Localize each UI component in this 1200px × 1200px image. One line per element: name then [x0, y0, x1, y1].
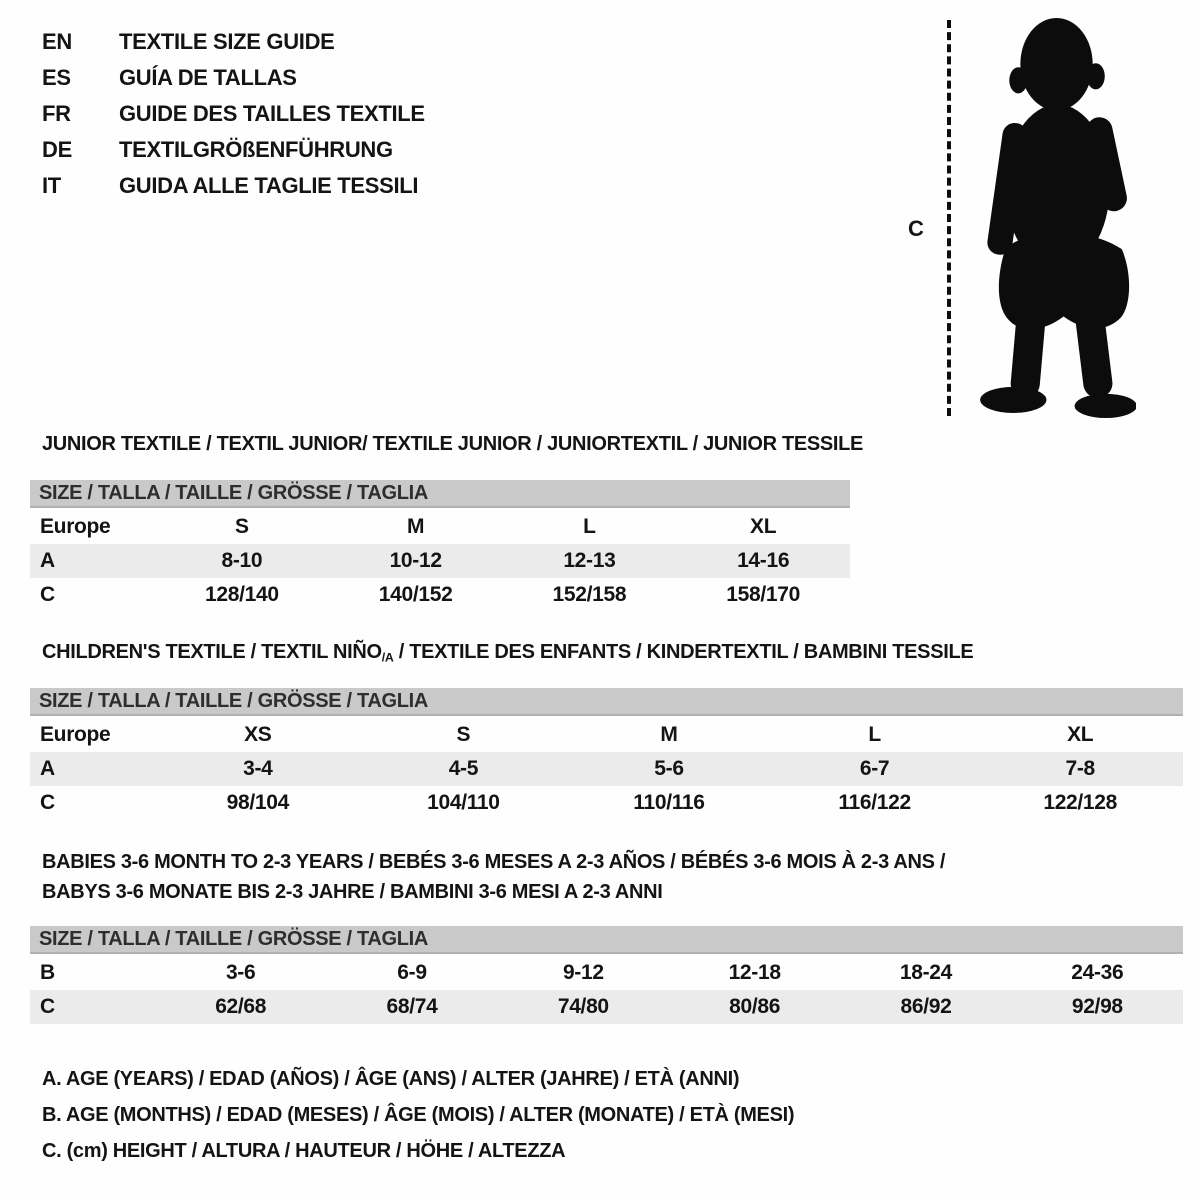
- table-cell: 3-6: [225, 961, 256, 984]
- table-cell: 6-7: [859, 757, 890, 780]
- table-row: [30, 578, 850, 612]
- lang-row-en: [42, 24, 425, 60]
- table-row: [30, 990, 1183, 1024]
- table-row: [30, 786, 1183, 820]
- row-label: C: [40, 791, 55, 814]
- table-cell: 24-36: [1071, 961, 1124, 984]
- guide-title: GUÍA DE TALLAS: [119, 65, 297, 90]
- table-cell: 98/104: [226, 791, 289, 814]
- height-measure-dashed-line: [947, 20, 951, 416]
- lang-code: ES: [42, 65, 71, 90]
- table-cell: 9-12: [562, 961, 604, 984]
- size-header-bar: SIZE / TALLA / TAILLE / GRÖSSE / TAGLIA: [30, 480, 850, 508]
- table-cell: 80/86: [729, 995, 781, 1018]
- language-title-block: [42, 24, 425, 204]
- table-cell: 3-4: [243, 757, 273, 780]
- table-cell: XL: [1067, 723, 1094, 746]
- table-cell: 68/74: [386, 995, 438, 1018]
- lang-code: EN: [42, 29, 72, 54]
- table-cell: 4-5: [448, 757, 479, 780]
- legend-block: [42, 1061, 794, 1169]
- height-measure-label: C: [908, 216, 924, 241]
- guide-title: GUIDA ALLE TAGLIE TESSILI: [119, 173, 419, 198]
- children-section-heading: [42, 641, 973, 664]
- table-cell: 12-18: [728, 961, 781, 984]
- legend-line-age-years: A. AGE (YEARS) / EDAD (AÑOS) / ÂGE (ANS) / ALTER (JAHRE) / ETÀ (ANNI): [42, 1068, 740, 1090]
- children-heading-subscript: /A: [381, 650, 394, 665]
- table-cell: 86/92: [900, 995, 952, 1018]
- lang-code: FR: [42, 101, 71, 126]
- toddler-silhouette-icon: [968, 16, 1136, 418]
- lang-row-fr: [42, 96, 425, 132]
- babies-size-table: [30, 926, 1183, 1024]
- table-cell: L: [868, 723, 881, 746]
- table-cell: XS: [244, 723, 272, 746]
- junior-table: [30, 510, 850, 612]
- table-row: [30, 510, 850, 544]
- babies-heading-line1: BABIES 3-6 MONTH TO 2-3 YEARS / BEBÉS 3-6 MESES A 2-3 AÑOS / BÉBÉS 3-6 MOIS À 2-3 ANS /: [42, 851, 946, 873]
- table-cell: 152/158: [552, 583, 627, 606]
- size-header-bar: SIZE / TALLA / TAILLE / GRÖSSE / TAGLIA: [30, 926, 1183, 954]
- table-cell: 158/170: [726, 583, 800, 606]
- table-row: [30, 718, 1183, 752]
- table-cell: 7-8: [1065, 757, 1095, 780]
- lang-code: IT: [42, 173, 61, 198]
- lang-row-it: [42, 168, 425, 204]
- lang-row-es: [42, 60, 425, 96]
- table-cell: M: [407, 515, 425, 538]
- row-label: A: [40, 757, 55, 780]
- table-cell: 5-6: [654, 757, 684, 780]
- guide-title: TEXTILGRÖßENFÜHRUNG: [119, 137, 393, 162]
- table-cell: 128/140: [205, 583, 279, 606]
- table-cell: 92/98: [1071, 995, 1123, 1018]
- children-heading-text: / TEXTILE DES ENFANTS / KINDERTEXTIL / BAMBINI TESSILE: [393, 641, 974, 663]
- children-table: [30, 718, 1183, 820]
- babies-section-heading: [42, 847, 1022, 907]
- children-heading-text: CHILDREN'S TEXTILE / TEXTIL NIÑO: [42, 641, 382, 663]
- table-cell: 140/152: [378, 583, 453, 606]
- table-row: [30, 956, 1183, 990]
- junior-size-table: [30, 480, 850, 612]
- children-size-table: [30, 688, 1183, 820]
- row-label: Europe: [40, 723, 111, 746]
- table-cell: 14-16: [737, 549, 790, 572]
- table-cell: 110/116: [633, 791, 705, 814]
- table-cell: 116/122: [838, 791, 911, 814]
- guide-title: TEXTILE SIZE GUIDE: [119, 29, 335, 54]
- table-cell: 122/128: [1043, 791, 1118, 814]
- row-label: Europe: [40, 515, 111, 538]
- size-header-bar: SIZE / TALLA / TAILLE / GRÖSSE / TAGLIA: [30, 688, 1183, 716]
- table-cell: 104/110: [427, 791, 500, 814]
- row-label: A: [40, 549, 55, 572]
- table-cell: 62/68: [215, 995, 267, 1018]
- legend-line-height-cm: C. (cm) HEIGHT / ALTURA / HAUTEUR / HÖHE / ALTEZZA: [42, 1140, 566, 1162]
- guide-title: GUIDE DES TAILLES TEXTILE: [119, 101, 425, 126]
- table-cell: 12-13: [563, 549, 616, 572]
- table-cell: S: [456, 723, 471, 746]
- table-cell: XL: [750, 515, 777, 538]
- table-row: [30, 544, 850, 578]
- junior-section-heading: JUNIOR TEXTILE / TEXTIL JUNIOR/ TEXTILE JUNIOR / JUNIORTEXTIL / JUNIOR TESSILE: [42, 433, 864, 455]
- row-label: C: [40, 583, 55, 606]
- table-cell: M: [660, 723, 678, 746]
- table-row: [30, 752, 1183, 786]
- row-label: C: [40, 995, 55, 1018]
- table-cell: L: [583, 515, 596, 538]
- table-cell: 10-12: [389, 549, 442, 572]
- babies-heading-line2: BABYS 3-6 MONATE BIS 2-3 JAHRE / BAMBINI 3-6 MESI A 2-3 ANNI: [42, 881, 663, 903]
- table-cell: S: [235, 515, 249, 538]
- row-label: B: [40, 961, 55, 984]
- lang-code: DE: [42, 137, 72, 162]
- table-cell: 6-9: [397, 961, 427, 984]
- legend-line-age-months: B. AGE (MONTHS) / EDAD (MESES) / ÂGE (MOIS) / ALTER (MONATE) / ETÀ (MESI): [42, 1104, 795, 1126]
- babies-table: [30, 956, 1183, 1024]
- table-cell: 74/80: [557, 995, 609, 1018]
- lang-row-de: [42, 132, 425, 168]
- table-cell: 18-24: [899, 961, 953, 984]
- table-cell: 8-10: [221, 549, 263, 572]
